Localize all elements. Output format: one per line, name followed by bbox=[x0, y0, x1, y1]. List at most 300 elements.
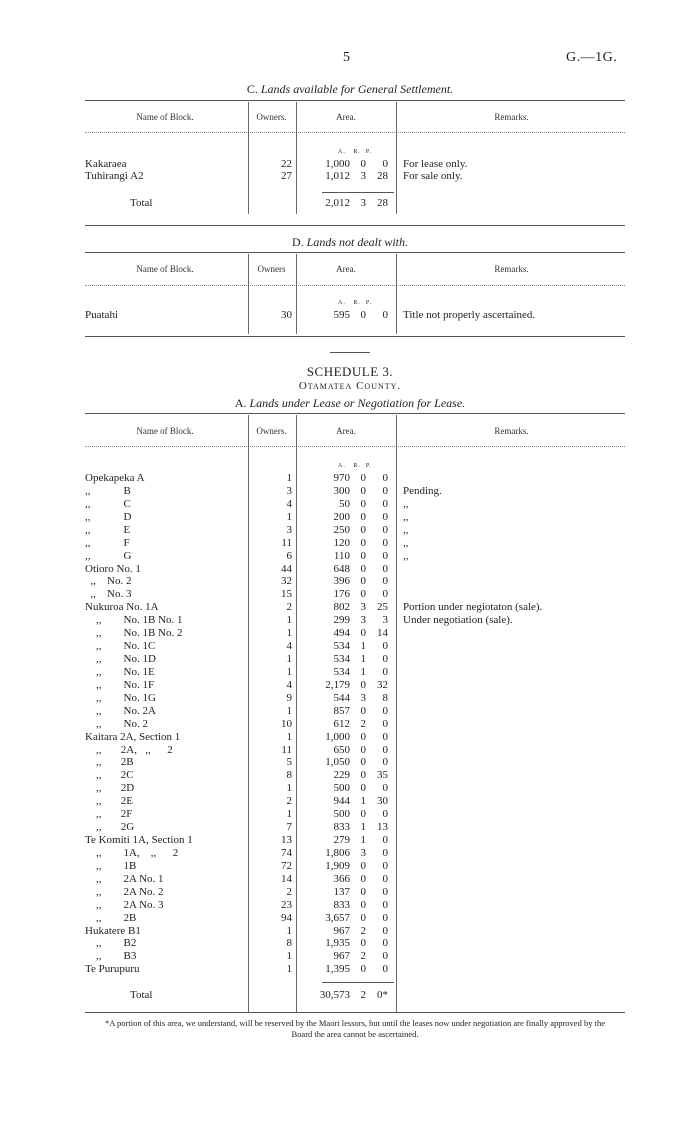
owners-count: 1 bbox=[286, 808, 292, 821]
block-name: ,, 2A No. 1 bbox=[85, 872, 164, 885]
area-acres: 1,050 bbox=[325, 756, 350, 769]
block-name: ,, 1B bbox=[85, 859, 137, 872]
block-name: ,, No. 1E bbox=[85, 665, 155, 678]
area-roods: 0 bbox=[360, 937, 366, 950]
remarks-text: Pending. bbox=[403, 484, 442, 497]
area-perches: 0 bbox=[382, 497, 388, 510]
area-perches: 13 bbox=[377, 821, 388, 834]
area-acres: 802 bbox=[333, 601, 350, 614]
schedule-table-row bbox=[0, 511, 700, 523]
block-name: Opekapeka A bbox=[85, 472, 145, 484]
area-roods: 2 bbox=[360, 950, 366, 963]
schedule-table-row bbox=[0, 614, 700, 626]
owners-count: 1 bbox=[286, 704, 292, 717]
owners-count: 10 bbox=[281, 717, 292, 730]
area-roods: 0 bbox=[360, 898, 366, 911]
owners-count: 1 bbox=[286, 614, 292, 627]
area-roods: 0 bbox=[360, 769, 366, 782]
area-roods: 1 bbox=[360, 640, 366, 653]
area-perches: 0 bbox=[382, 158, 388, 170]
area-perches: 3 bbox=[382, 614, 388, 627]
area-acres: 650 bbox=[333, 743, 350, 756]
schedule-table-row bbox=[0, 847, 700, 859]
block-name: ,, 2E bbox=[85, 795, 133, 808]
block-name: ,, 2A No. 3 bbox=[85, 898, 164, 911]
area-acres: 967 bbox=[333, 924, 350, 937]
block-name: ,, No. 1D bbox=[85, 653, 156, 666]
area-perches: 0 bbox=[382, 885, 388, 898]
schedule-table-row bbox=[0, 627, 700, 639]
area-perches: 0 bbox=[382, 523, 388, 536]
area-roods: 0 bbox=[360, 678, 366, 691]
area-perches: 28 bbox=[377, 197, 388, 209]
owners-count: 74 bbox=[281, 846, 292, 859]
owners-count: 30 bbox=[281, 309, 292, 321]
area-roods: 3 bbox=[360, 614, 366, 627]
area-roods: 0 bbox=[360, 627, 366, 640]
owners-count: 11 bbox=[281, 536, 292, 549]
owners-count: 9 bbox=[286, 691, 292, 704]
schedule-table-row bbox=[0, 950, 700, 962]
block-name: Puatahi bbox=[85, 309, 118, 321]
owners-count: 14 bbox=[281, 872, 292, 885]
area-perches: 0 bbox=[382, 924, 388, 937]
owners-count: 1 bbox=[286, 730, 292, 743]
block-name: ,, No. 1G bbox=[85, 691, 156, 704]
area-roods: 0 bbox=[360, 497, 366, 510]
area-roods: 1 bbox=[360, 795, 366, 808]
owners-count: 8 bbox=[286, 937, 292, 950]
schedule-table-row bbox=[0, 653, 700, 665]
block-name: Kakaraea bbox=[85, 158, 127, 170]
section-c-name-header: Name of Block. bbox=[136, 112, 194, 122]
area-roods: 1 bbox=[360, 665, 366, 678]
area-acres: 200 bbox=[333, 510, 350, 523]
area-acres: 833 bbox=[333, 821, 350, 834]
schedule-area-header: Area. bbox=[336, 426, 356, 436]
schedule-table-row bbox=[0, 860, 700, 872]
block-name: ,, F bbox=[85, 536, 130, 549]
owners-count: 1 bbox=[286, 627, 292, 640]
schedule-title: SCHEDULE 3. bbox=[306, 364, 394, 379]
area-roods: 0 bbox=[360, 309, 366, 321]
area-acres: 595 bbox=[333, 309, 350, 321]
section-d-name-header: Name of Block. bbox=[136, 264, 194, 274]
block-name: ,, No. 1B No. 2 bbox=[85, 627, 183, 640]
area-roods: 2 bbox=[360, 924, 366, 937]
area-roods: 0 bbox=[360, 549, 366, 562]
schedule-table-row bbox=[0, 601, 700, 613]
schedule-table-row bbox=[0, 705, 700, 717]
footnote: *A portion of this area, we understand, will be reserved by the Maori lessors, but until the leases now under negotiation are finally approved by the Board the area cannot be ascertained. bbox=[105, 1018, 605, 1039]
block-name: ,, No. 3 bbox=[85, 588, 132, 601]
section-d-area-header: Area. bbox=[336, 264, 356, 274]
owners-count: 2 bbox=[286, 795, 292, 808]
owners-count: 2 bbox=[286, 601, 292, 614]
remarks-text: ,, bbox=[403, 523, 409, 536]
schedule-table-row bbox=[0, 899, 700, 911]
section-c-table-row bbox=[0, 158, 700, 170]
area-acres: 396 bbox=[333, 575, 350, 588]
area-perches: 0* bbox=[377, 989, 388, 1001]
area-acres: 534 bbox=[333, 665, 350, 678]
block-name: ,, 2F bbox=[85, 808, 133, 821]
area-roods: 2 bbox=[360, 717, 366, 730]
area-acres: 1,012 bbox=[325, 170, 350, 182]
area-acres: 944 bbox=[333, 795, 350, 808]
owners-count: 4 bbox=[286, 497, 292, 510]
document-code: G.—1G. bbox=[566, 50, 618, 65]
schedule-heading: Lands under Lease or Negotiation for Lease. bbox=[249, 396, 466, 410]
section-c-area-header: Area. bbox=[336, 112, 356, 122]
owners-count: 8 bbox=[286, 769, 292, 782]
schedule-table-row bbox=[0, 563, 700, 575]
schedule-table-row bbox=[0, 795, 700, 807]
area-roods: 0 bbox=[360, 523, 366, 536]
schedule-table-row bbox=[0, 744, 700, 756]
area-roods: 0 bbox=[360, 472, 366, 484]
block-name: ,, E bbox=[85, 523, 131, 536]
owners-count: 72 bbox=[281, 859, 292, 872]
remarks-text: Under negotiation (sale). bbox=[403, 614, 513, 627]
owners-count: 1 bbox=[286, 950, 292, 963]
area-acres: 1,806 bbox=[325, 846, 350, 859]
block-name: ,, 2A, ,, 2 bbox=[85, 743, 173, 756]
owners-count: 1 bbox=[286, 665, 292, 678]
schedule-table-row bbox=[0, 640, 700, 652]
area-acres: 50 bbox=[339, 497, 350, 510]
area-roods: 1 bbox=[360, 834, 366, 847]
area-acres: 967 bbox=[333, 950, 350, 963]
area-perches: 0 bbox=[382, 588, 388, 601]
area-perches: 0 bbox=[382, 640, 388, 653]
area-perches: 0 bbox=[382, 510, 388, 523]
block-name: ,, 2C bbox=[85, 769, 134, 782]
area-perches: 0 bbox=[382, 756, 388, 769]
schedule-total-label: Total bbox=[130, 989, 153, 1001]
area-perches: 8 bbox=[382, 691, 388, 704]
remarks-text: For sale only. bbox=[403, 170, 463, 182]
area-acres: 544 bbox=[333, 691, 350, 704]
area-acres: 970 bbox=[333, 472, 350, 484]
area-perches: 0 bbox=[382, 717, 388, 730]
owners-count: 23 bbox=[281, 898, 292, 911]
area-acres: 1,909 bbox=[325, 859, 350, 872]
section-c-title bbox=[0, 82, 700, 97]
schedule-arp-header: A. R. P. bbox=[338, 463, 373, 469]
area-acres: 494 bbox=[333, 627, 350, 640]
schedule-table-row bbox=[0, 756, 700, 768]
area-perches: 0 bbox=[382, 859, 388, 872]
area-perches: 0 bbox=[382, 872, 388, 885]
area-acres: 366 bbox=[333, 872, 350, 885]
block-name: Tuhirangi A2 bbox=[85, 170, 144, 182]
area-roods: 0 bbox=[360, 808, 366, 821]
area-roods: 0 bbox=[360, 859, 366, 872]
area-acres: 279 bbox=[333, 834, 350, 847]
area-acres: 2,179 bbox=[325, 678, 350, 691]
schedule-table-row bbox=[0, 886, 700, 898]
area-roods: 0 bbox=[360, 743, 366, 756]
area-perches: 28 bbox=[377, 170, 388, 182]
area-acres: 612 bbox=[333, 717, 350, 730]
owners-count: 1 bbox=[286, 963, 292, 976]
area-acres: 299 bbox=[333, 614, 350, 627]
schedule-table-row bbox=[0, 963, 700, 975]
schedule-name-header: Name of Block. bbox=[136, 426, 194, 436]
block-name: ,, B3 bbox=[85, 950, 137, 963]
remarks-text: ,, bbox=[403, 536, 409, 549]
schedule-table-row bbox=[0, 692, 700, 704]
area-roods: 3 bbox=[360, 691, 366, 704]
area-roods: 3 bbox=[360, 170, 366, 182]
area-acres: 30,573 bbox=[319, 989, 350, 1001]
owners-count: 6 bbox=[286, 549, 292, 562]
schedule-table-row bbox=[0, 524, 700, 536]
owners-count: 2 bbox=[286, 885, 292, 898]
schedule-table-row bbox=[0, 769, 700, 781]
area-perches: 0 bbox=[382, 704, 388, 717]
block-name: ,, No. 1F bbox=[85, 678, 155, 691]
block-name: ,, No. 2 bbox=[85, 717, 148, 730]
block-name: ,, 2B bbox=[85, 756, 134, 769]
owners-count: 27 bbox=[281, 170, 292, 182]
schedule-table-row bbox=[0, 472, 700, 484]
section-c-table-row bbox=[0, 170, 700, 182]
owners-count: 11 bbox=[281, 743, 292, 756]
area-perches: 0 bbox=[382, 782, 388, 795]
section-d-title bbox=[0, 235, 700, 250]
area-perches: 0 bbox=[382, 846, 388, 859]
owners-count: 4 bbox=[286, 640, 292, 653]
area-roods: 3 bbox=[360, 601, 366, 614]
section-c-total-label: Total bbox=[130, 197, 153, 209]
section-d-heading: Lands not dealt with. bbox=[306, 235, 408, 249]
schedule-total-row bbox=[0, 989, 700, 1001]
block-name: Otioro No. 1 bbox=[85, 562, 141, 575]
area-perches: 0 bbox=[382, 309, 388, 321]
section-c-heading: Lands available for General Settlement. bbox=[260, 82, 454, 96]
owners-count: 22 bbox=[281, 158, 292, 170]
area-acres: 176 bbox=[333, 588, 350, 601]
remarks-text: For lease only. bbox=[403, 158, 468, 170]
block-name: ,, G bbox=[85, 549, 132, 562]
schedule-table-row bbox=[0, 485, 700, 497]
area-perches: 0 bbox=[382, 898, 388, 911]
area-acres: 120 bbox=[333, 536, 350, 549]
area-roods: 1 bbox=[360, 653, 366, 666]
section-c-owners-header: Owners. bbox=[256, 112, 287, 122]
owners-count: 1 bbox=[286, 510, 292, 523]
block-name: Nukuroa No. 1A bbox=[85, 601, 159, 614]
schedule-table-row bbox=[0, 912, 700, 924]
area-acres: 534 bbox=[333, 640, 350, 653]
area-acres: 3,657 bbox=[325, 911, 350, 924]
area-acres: 1,000 bbox=[325, 158, 350, 170]
owners-count: 32 bbox=[281, 575, 292, 588]
area-acres: 534 bbox=[333, 653, 350, 666]
owners-count: 3 bbox=[286, 523, 292, 536]
area-acres: 857 bbox=[333, 704, 350, 717]
area-roods: 0 bbox=[360, 158, 366, 170]
area-perches: 25 bbox=[377, 601, 388, 614]
section-d-owners-header: Owners bbox=[257, 264, 286, 274]
area-perches: 0 bbox=[382, 536, 388, 549]
area-perches: 0 bbox=[382, 562, 388, 575]
section-d-letter: D. bbox=[291, 235, 304, 249]
area-perches: 0 bbox=[382, 834, 388, 847]
area-perches: 0 bbox=[382, 730, 388, 743]
schedule-table-row bbox=[0, 821, 700, 833]
block-name: ,, B bbox=[85, 484, 131, 497]
schedule-table-row bbox=[0, 873, 700, 885]
remarks-text: ,, bbox=[403, 549, 409, 562]
area-perches: 30 bbox=[377, 795, 388, 808]
block-name: ,, 2A No. 2 bbox=[85, 885, 164, 898]
schedule-table-row bbox=[0, 498, 700, 510]
schedule-table-row bbox=[0, 575, 700, 587]
area-acres: 1,000 bbox=[325, 730, 350, 743]
schedule-table-row bbox=[0, 537, 700, 549]
schedule-table-row bbox=[0, 550, 700, 562]
area-acres: 110 bbox=[333, 549, 350, 562]
area-roods: 3 bbox=[360, 197, 366, 209]
area-perches: 0 bbox=[382, 665, 388, 678]
area-perches: 0 bbox=[382, 950, 388, 963]
area-perches: 0 bbox=[382, 911, 388, 924]
area-roods: 3 bbox=[360, 846, 366, 859]
schedule-owners-header: Owners. bbox=[256, 426, 287, 436]
area-perches: 0 bbox=[382, 963, 388, 976]
owners-count: 44 bbox=[281, 562, 292, 575]
area-roods: 1 bbox=[360, 821, 366, 834]
area-roods: 0 bbox=[360, 885, 366, 898]
area-perches: 0 bbox=[382, 808, 388, 821]
area-roods: 0 bbox=[360, 782, 366, 795]
remarks-text: Title not properly ascertained. bbox=[403, 309, 536, 321]
block-name: ,, No. 2 bbox=[85, 575, 132, 588]
area-roods: 0 bbox=[360, 730, 366, 743]
area-roods: 0 bbox=[360, 562, 366, 575]
area-perches: 32 bbox=[377, 678, 388, 691]
area-acres: 137 bbox=[333, 885, 350, 898]
area-acres: 1,935 bbox=[325, 937, 350, 950]
page-number: 5 bbox=[343, 50, 350, 65]
area-perches: 0 bbox=[382, 472, 388, 484]
block-name: ,, 2D bbox=[85, 782, 135, 795]
area-roods: 0 bbox=[360, 756, 366, 769]
block-name: Kaitara 2A, Section 1 bbox=[85, 730, 181, 743]
owners-count: 1 bbox=[286, 472, 292, 484]
remarks-text: Portion under negiotaton (sale). bbox=[403, 601, 543, 614]
area-perches: 0 bbox=[382, 937, 388, 950]
area-acres: 833 bbox=[333, 898, 350, 911]
area-acres: 1,395 bbox=[325, 963, 350, 976]
section-c-arp-header: A. R. P. bbox=[338, 149, 373, 155]
block-name: ,, 2G bbox=[85, 821, 135, 834]
area-acres: 500 bbox=[333, 808, 350, 821]
area-roods: 0 bbox=[360, 575, 366, 588]
schedule-table-row bbox=[0, 679, 700, 691]
area-acres: 250 bbox=[333, 523, 350, 536]
owners-count: 4 bbox=[286, 678, 292, 691]
schedule-table-row bbox=[0, 666, 700, 678]
block-name: ,, 1A, ,, 2 bbox=[85, 846, 179, 859]
block-name: ,, No. 1C bbox=[85, 640, 156, 653]
schedule-table-row bbox=[0, 925, 700, 937]
schedule-table-row bbox=[0, 808, 700, 820]
owners-count: 1 bbox=[286, 653, 292, 666]
area-perches: 0 bbox=[382, 743, 388, 756]
owners-count: 13 bbox=[281, 834, 292, 847]
area-acres: 300 bbox=[333, 484, 350, 497]
area-acres: 648 bbox=[333, 562, 350, 575]
section-c-letter: C. bbox=[246, 82, 258, 96]
schedule-remarks-header: Remarks. bbox=[494, 426, 529, 436]
schedule-table-row bbox=[0, 731, 700, 743]
area-perches: 14 bbox=[377, 627, 388, 640]
block-name: ,, C bbox=[85, 497, 131, 510]
area-roods: 0 bbox=[360, 510, 366, 523]
owners-count: 1 bbox=[286, 782, 292, 795]
area-roods: 0 bbox=[360, 536, 366, 549]
block-name: Hukatere B1 bbox=[85, 924, 141, 937]
owners-count: 3 bbox=[286, 484, 292, 497]
schedule-subtitle bbox=[0, 396, 700, 411]
area-perches: 0 bbox=[382, 575, 388, 588]
area-roods: 0 bbox=[360, 911, 366, 924]
area-roods: 2 bbox=[360, 989, 366, 1001]
block-name: ,, 2B bbox=[85, 911, 137, 924]
area-roods: 0 bbox=[360, 963, 366, 976]
remarks-text: ,, bbox=[403, 510, 409, 523]
area-roods: 0 bbox=[360, 484, 366, 497]
schedule-table-row bbox=[0, 588, 700, 600]
area-perches: 0 bbox=[382, 653, 388, 666]
block-name: ,, No. 2A bbox=[85, 704, 156, 717]
owners-count: 7 bbox=[286, 821, 292, 834]
schedule-table-row bbox=[0, 782, 700, 794]
block-name: ,, No. 1B No. 1 bbox=[85, 614, 183, 627]
schedule-table-row bbox=[0, 937, 700, 949]
area-perches: 0 bbox=[382, 484, 388, 497]
area-perches: 35 bbox=[377, 769, 388, 782]
block-name: ,, D bbox=[85, 510, 132, 523]
schedule-table-row bbox=[0, 834, 700, 846]
block-name: Te Komiti 1A, Section 1 bbox=[85, 834, 193, 847]
area-roods: 0 bbox=[360, 704, 366, 717]
schedule-letter: A. bbox=[234, 396, 247, 410]
section-d-remarks-header: Remarks. bbox=[494, 264, 529, 274]
county-title: Otamatea County. bbox=[298, 380, 402, 392]
owners-count: 94 bbox=[281, 911, 292, 924]
block-name: Te Purupuru bbox=[85, 963, 140, 976]
owners-count: 1 bbox=[286, 924, 292, 937]
section-d-table-row bbox=[0, 309, 700, 321]
area-acres: 500 bbox=[333, 782, 350, 795]
section-d-arp-header: A. R. P. bbox=[338, 300, 373, 306]
owners-count: 15 bbox=[281, 588, 292, 601]
section-c-remarks-header: Remarks. bbox=[494, 112, 529, 122]
schedule-table-row bbox=[0, 718, 700, 730]
remarks-text: ,, bbox=[403, 497, 409, 510]
area-acres: 2,012 bbox=[325, 197, 350, 209]
owners-count: 5 bbox=[286, 756, 292, 769]
section-c-total-row bbox=[0, 197, 700, 209]
area-roods: 0 bbox=[360, 872, 366, 885]
area-perches: 0 bbox=[382, 549, 388, 562]
area-acres: 229 bbox=[333, 769, 350, 782]
